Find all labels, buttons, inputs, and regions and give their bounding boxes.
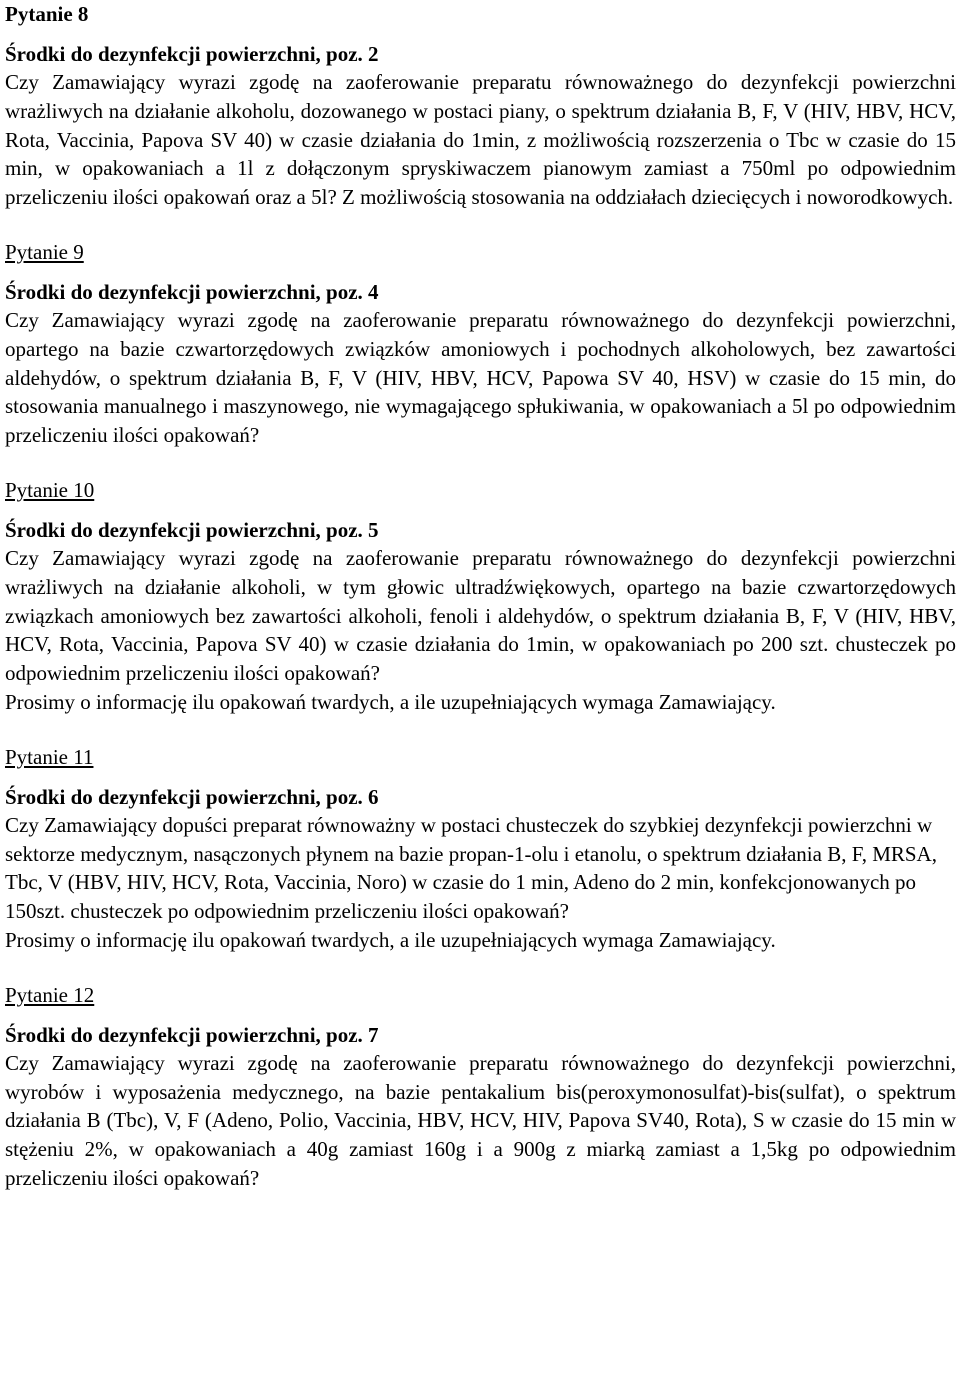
question-subheading: Środki do dezynfekcji powierzchni, poz. 5	[5, 517, 379, 542]
question-heading: Pytanie 9	[5, 239, 84, 264]
question-body: Czy Zamawiający dopuści preparat równoważny w postaci chusteczek do szybkiej dezynfekcji powierzchni w sektorze medycznym, nasączonych płynem na bazie propan-1-olu i etanolu, o spektrum działania B, F, MRSA, Tbc, V (HBV, HIV, HCV, Rota, Vaccinia, Noro) w czasie do 1 min, Adeno do 2 min, konfekcjonowanych po 150szt. chusteczek po odpowiednim przeliczeniu ilości opakowań?	[5, 812, 937, 924]
question-heading: Pytanie 10	[5, 477, 95, 502]
question-section-12	[5, 981, 956, 1193]
question-body: Czy Zamawiający wyrazi zgodę na zaoferowanie preparatu równoważnego do dezynfekcji powierzchni, wyrobów i wyposażenia medycznego, na bazie pentakalium bis(peroxymonosulfat)-bis(sulfat), o spektrum działania B (Tbc), V, F (Adeno, Polio, Vaccinia, HBV, HCV, HIV, Papova SV40, Rota), S w czasie do 15 min w stężeniu 2%, w opakowaniach a 40g zamiast 160g i a 900g z miarką zamiast a 1,5kg po odpowiednim przeliczeniu ilości opakowań?	[5, 1050, 956, 1190]
question-heading: Pytanie 8	[5, 2, 89, 26]
question-section-10	[5, 476, 956, 717]
question-followup: Prosimy o informację ilu opakowań twardych, a ile uzupełniających wymaga Zamawiający.	[5, 689, 776, 714]
question-body: Czy Zamawiający wyrazi zgodę na zaoferowanie preparatu równoważnego do dezynfekcji powierzchni wrażliwych na działanie alkoholi, w tym głowic ultradźwiękowych, opartego na bazie czwartorzędowych związkach amoniowych bez zawartości alkoholi, fenoli i aldehydów, o spektrum działania B, F, V (HIV, HBV, HCV, Rota, Vaccinia, Papova SV 40) w czasie działania do 1min, w opakowaniach po 200 szt. chusteczek po odpowiednim przeliczeniu ilości opakowań?	[5, 545, 956, 686]
question-subheading: Środki do dezynfekcji powierzchni, poz. 6	[5, 784, 379, 809]
question-subheading: Środki do dezynfekcji powierzchni, poz. 4	[5, 279, 379, 304]
question-subheading: Środki do dezynfekcji powierzchni, poz. 2	[5, 42, 379, 66]
question-section-11	[5, 743, 956, 955]
question-heading: Pytanie 12	[5, 982, 95, 1007]
question-body: Czy Zamawiający wyrazi zgodę na zaoferowanie preparatu równoważnego do dezynfekcji powierzchni wrażliwych na działanie alkoholu, dozowanego w postaci piany, o spektrum działania B, F, V (HIV, HBV, HCV, Rota, Vaccinia, Papova SV 40) w czasie działania do 1min, z możliwością rozszerzenia o Tbc w czasie do 15 min, w opakowaniach a 1l z dołączonym spryskiwaczem pianowym zamiast a 750ml po odpowiednim przeliczeniu ilości opakowań oraz a 5l? Z możliwością stosowania na oddziałach dziecięcych i noworodkowych.	[5, 70, 956, 210]
question-section-9	[5, 238, 956, 450]
question-subheading: Środki do dezynfekcji powierzchni, poz. 7	[5, 1022, 379, 1047]
question-section-8	[5, 0, 956, 212]
question-followup: Prosimy o informację ilu opakowań twardych, a ile uzupełniających wymaga Zamawiający.	[5, 927, 776, 952]
question-body: Czy Zamawiający wyrazi zgodę na zaoferowanie preparatu równoważnego do dezynfekcji powierzchni, opartego na bazie czwartorzędowych związków amoniowych i pochodnych alkoholowych, bez zawartości aldehydów, o spektrum działania B, F, V (HIV, HBV, HCV, Papowa SV 40, HSV) w czasie do 15 min, do stosowania manualnego i maszynowego, nie wymagającego spłukiwania, w opakowaniach a 5l po odpowiednim przeliczeniu ilości opakowań?	[5, 307, 956, 448]
question-heading: Pytanie 11	[5, 744, 94, 769]
